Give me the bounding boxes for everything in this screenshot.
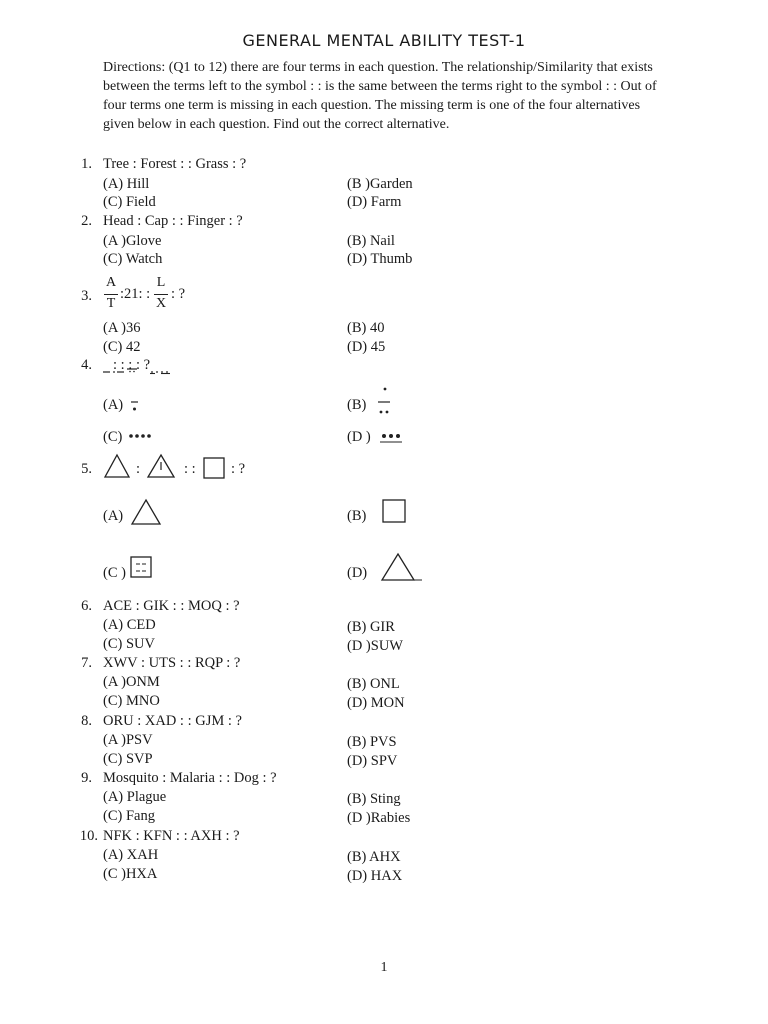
question-3-option-b: (B) 40 (347, 320, 385, 336)
question-5-tail: : ? (231, 461, 246, 477)
question-2-number: 2. (81, 213, 92, 229)
question-6-option-b: (B) GIR (347, 619, 395, 635)
question-3-option-c: (C) 42 (103, 339, 141, 355)
question-6-number: 6. (81, 598, 92, 614)
question-9-text: Mosquito : Malaria : : Dog : ? (103, 770, 277, 786)
question-9-option-a: (A) Plague (103, 789, 167, 805)
question-7-number: 7. (81, 655, 92, 671)
question-1-number: 1. (81, 156, 92, 172)
question-3-number: 3. (81, 288, 92, 304)
question-7-option-d: (D) MON (347, 695, 405, 711)
fraction-2-denominator: X (155, 296, 167, 311)
question-5-option-a: (A) (103, 508, 124, 524)
question-2-option-d: (D) Thumb (347, 251, 413, 267)
question-1-text: Tree : Forest : : Grass : ? (103, 156, 247, 172)
q4-symbol-3 (150, 360, 176, 374)
directions-text: Directions: (Q1 to 12) there are four terms in each question. The relationship/Similarity that exists between the terms left to the symbol : : is the same between the terms right to the symbol : : Out of four terms one term is missing in each question. The missing term is one of the four alternatives given below in each question. Find out the correct alternative. (103, 60, 657, 132)
q4-option-a-symbol (128, 395, 142, 415)
question-1-option-c: (C) Field (103, 194, 156, 210)
question-7-option-c: (C) MNO (103, 693, 160, 709)
question-4-option-a: (A) (103, 397, 124, 413)
question-4-option-d: (D ) (347, 429, 371, 445)
question-8-number: 8. (81, 713, 92, 729)
question-10-number: 10. (79, 828, 98, 844)
question-4-option-c: (C) (103, 429, 123, 445)
question-3-tail: : ? (171, 286, 186, 302)
question-10-option-b: (B) AHX (347, 849, 401, 865)
page-title: GENERAL MENTAL ABILITY TEST-1 (242, 31, 526, 50)
question-10-option-a: (A) XAH (103, 847, 159, 863)
question-5-option-d: (D) (347, 565, 368, 581)
fraction-1-numerator: A (105, 275, 117, 290)
question-5-number: 5. (81, 461, 92, 477)
question-8-option-a: (A )PSV (103, 732, 153, 748)
fraction-1-denominator: T (106, 296, 116, 311)
question-8-option-b: (B) PVS (347, 734, 397, 750)
question-4-number: 4. (81, 357, 92, 373)
q5-option-a-triangle-icon (131, 498, 163, 526)
question-1-option-b: (B )Garden (347, 176, 413, 192)
question-4-option-b: (B) (347, 397, 367, 413)
q4-option-b-symbol (376, 384, 394, 416)
fraction-2-bar (154, 294, 168, 295)
q5-option-b-square-icon (382, 499, 408, 525)
q5-option-d-triangle-icon (380, 552, 424, 584)
question-2-option-b: (B) Nail (347, 233, 395, 249)
question-7-text: XWV : UTS : : RQP : ? (103, 655, 241, 671)
question-5-option-b: (B) (347, 508, 367, 524)
question-8-option-d: (D) SPV (347, 753, 398, 769)
question-5-separator-1: : (136, 461, 141, 477)
question-7-option-b: (B) ONL (347, 676, 400, 692)
q5-square-icon (203, 457, 227, 481)
question-5-separator-2: : : (184, 461, 196, 477)
q5-option-c-dotted-square-icon (130, 556, 154, 582)
question-2-option-a: (A )Glove (103, 233, 162, 249)
q4-option-c-symbol (128, 430, 158, 442)
question-10-option-d: (D) HAX (347, 868, 403, 884)
page-number: 1 (380, 960, 388, 975)
question-9-option-b: (B) Sting (347, 791, 401, 807)
question-3-middle: :21: : (120, 286, 151, 302)
question-6-text: ACE : GIK : : MOQ : ? (103, 598, 240, 614)
question-5-option-c: (C ) (103, 565, 126, 581)
q5-triangle-with-line-icon (146, 453, 176, 479)
q5-triangle-icon (103, 453, 131, 479)
question-6-option-d: (D )SUW (347, 638, 403, 654)
question-2-text: Head : Cap : : Finger : ? (103, 213, 243, 229)
q4-option-d-symbol (380, 430, 410, 444)
question-9-option-d: (D )Rabies (347, 810, 411, 826)
question-2-option-c: (C) Watch (103, 251, 163, 267)
question-8-option-c: (C) SVP (103, 751, 153, 767)
question-9-number: 9. (81, 770, 92, 786)
question-10-text: NFK : KFN : : AXH : ? (103, 828, 240, 844)
question-9-option-c: (C) Fang (103, 808, 155, 824)
question-6-option-c: (C) SUV (103, 636, 155, 652)
question-8-text: ORU : XAD : : GJM : ? (103, 713, 242, 729)
question-1-option-d: (D) Farm (347, 194, 402, 210)
question-10-option-c: (C )HXA (103, 866, 158, 882)
fraction-1-bar (104, 294, 118, 295)
fraction-2-numerator: L (156, 275, 166, 290)
question-6-option-a: (A) CED (103, 617, 156, 633)
question-3-option-d: (D) 45 (347, 339, 386, 355)
question-4-text: : : : : ? (113, 357, 151, 373)
question-3-option-a: (A )36 (103, 320, 141, 336)
question-1-option-a: (A) Hill (103, 176, 150, 192)
question-7-option-a: (A )ONM (103, 674, 160, 690)
